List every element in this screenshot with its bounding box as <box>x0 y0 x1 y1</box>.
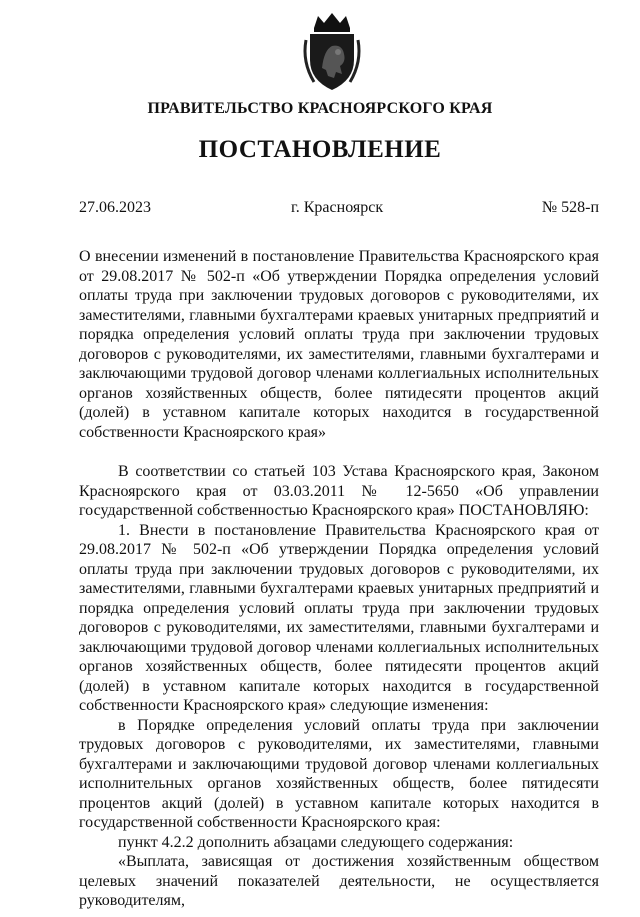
body-paragraph-item-1: 1. Внести в постановление Правительства Красноярского края от 29.08.2017 № 502-п «Об утверждении Порядка определения условий оплаты труда при заключении трудовых договоров с руководителями, их заместителями, главными бухгалтерами краевых унитарных предприятий и порядка определения условий оплаты труда при заключении трудовых договоров с руководителями, их заместителями, главными бухгалтерами и заключающими трудовой договор членами коллегиальных исполнительных органов хозяйственных обществ, более пятидесяти процентов акций (долей) в уставном капитале которых находится в государственной собственности Красноярского края» следующие изменения: <box>79 521 599 714</box>
document-type: ПОСТАНОВЛЕНИЕ <box>198 136 442 163</box>
document-body <box>79 462 599 911</box>
body-paragraph-quote: «Выплата, зависящая от достижения хозяйственным обществом целевых значений показателей деятельности, не осуществляется руководителям, <box>79 853 599 909</box>
document-title: О внесении изменений в постановление Правительства Красноярского края от 29.08.2017 № 502-п «Об утверждении Порядка определения условий оплаты труда при заключении трудовых договоров с руководителями, их заместителями, главными бухгалтерами краевых унитарных предприятий и порядка определения условий оплаты труда при заключении трудовых договоров с руководителями, их заместителями, главными бухгалтерами и заключающими трудовой договор членами коллегиальных исполнительных органов хозяйственных обществ, более пятидесяти процентов акций (долей) в уставном капитале которых находится в государственной собственности Красноярского края» <box>79 248 599 441</box>
document-number: № 528-п <box>541 199 599 216</box>
body-paragraph-procedure: в Порядке определения условий оплаты труда при заключении трудовых договоров с руководителями, их заместителями, главными бухгалтерами и заключающими трудовой договор членами коллегиальных исполнительных органов хозяйственных обществ, более пятидесяти процентов акций (долей) в уставном капитале которых находится в государственной собственности Красноярского края: <box>79 716 599 831</box>
body-paragraph-preamble: В соответствии со статьей 103 Устава Красноярского края, Законом Красноярского края от 03.03.2011 № 12-5650 «Об управлении государственной собственностью Красноярского края» ПОСТАНОВЛЯЮ: <box>79 463 599 519</box>
coat-of-arms-emblem <box>300 10 364 92</box>
government-name: ПРАВИТЕЛЬСТВО КРАСНОЯРСКОГО КРАЯ <box>147 100 493 117</box>
document-date: 27.06.2023 <box>79 199 151 216</box>
document-city: г. Красноярск <box>291 199 384 216</box>
body-paragraph-clause: пункт 4.2.2 дополнить абзацами следующего содержания: <box>118 833 514 851</box>
